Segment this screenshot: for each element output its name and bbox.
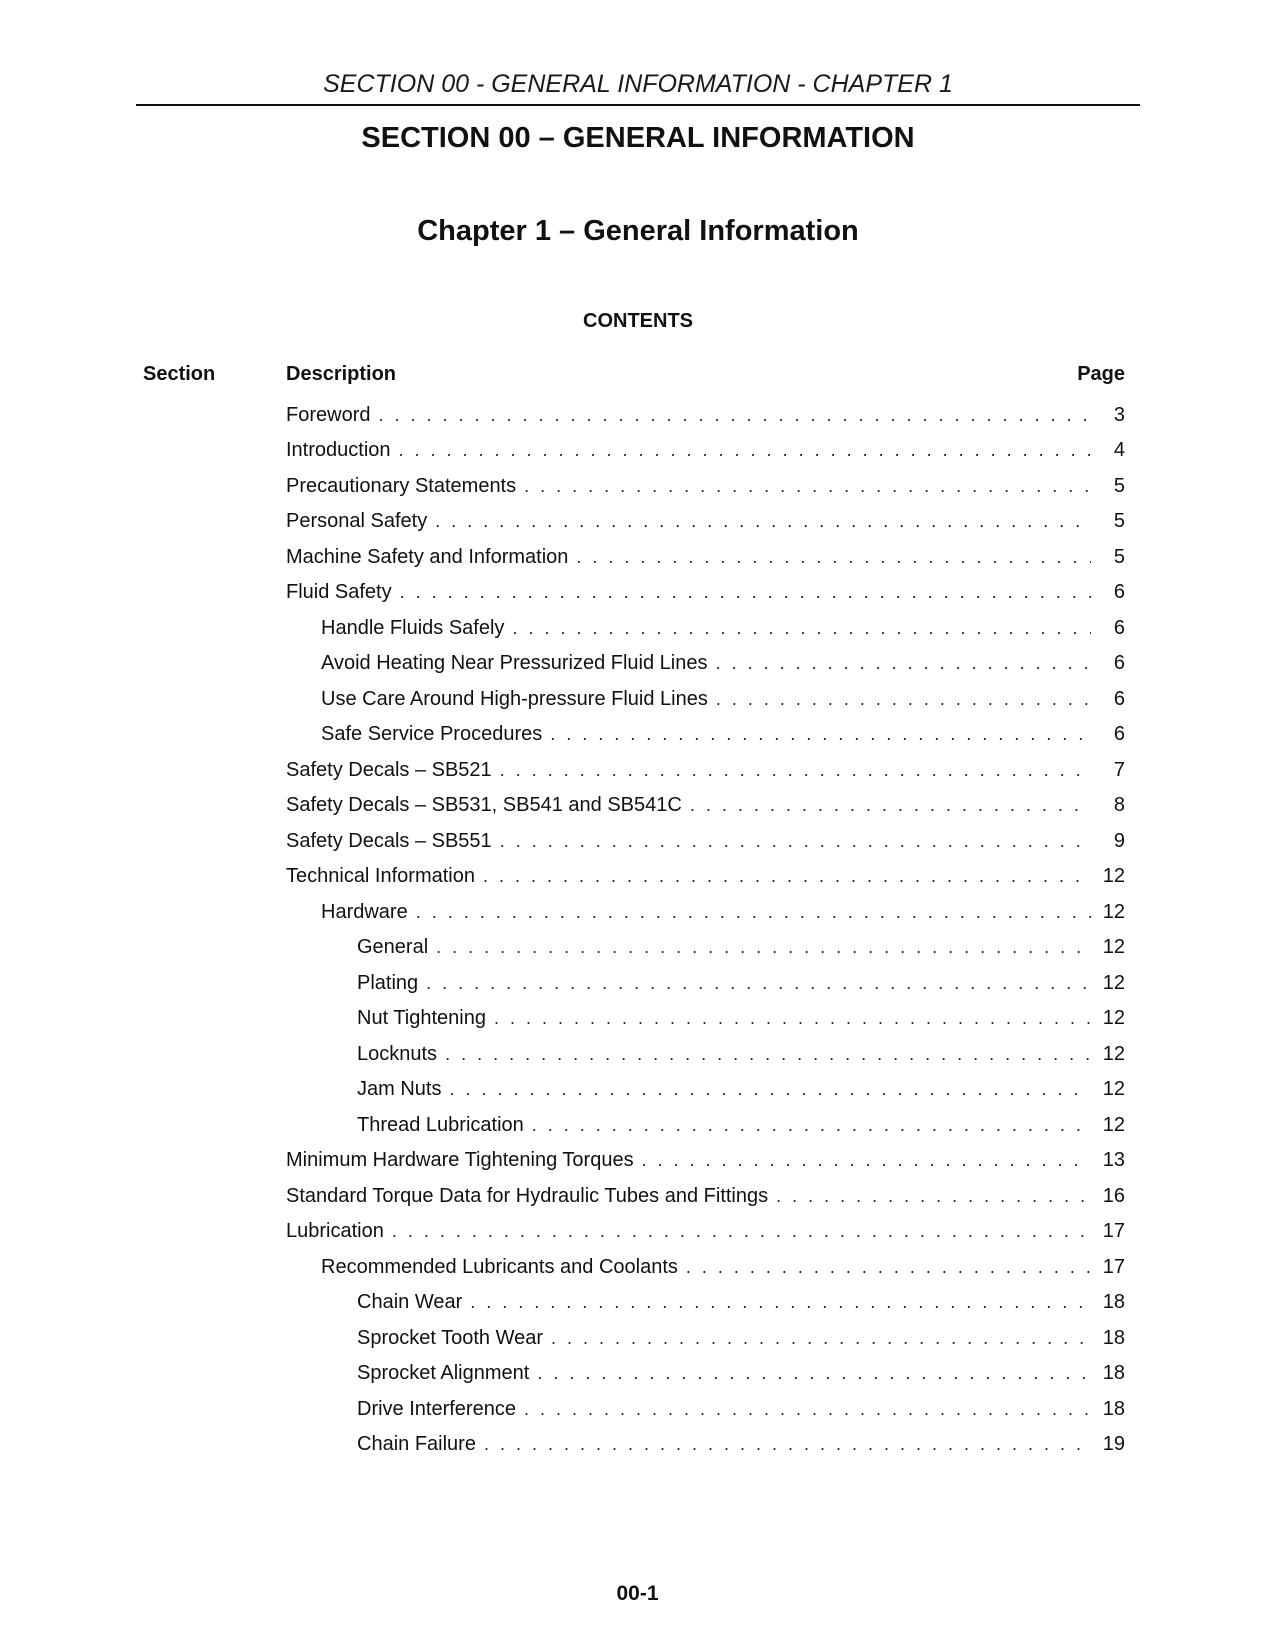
toc-entry-title: Introduction [286,439,391,462]
toc-entry[interactable] [286,1072,1125,1108]
toc-entry[interactable] [286,717,1125,753]
toc-entry-page: 6 [1113,581,1125,604]
toc-entry[interactable] [286,859,1125,895]
toc-entry[interactable] [286,433,1125,469]
toc-entry[interactable] [286,575,1125,611]
toc-entry-title: Safety Decals – SB531, SB541 and SB541C [286,794,682,817]
toc-dot-leader [537,1361,1091,1385]
toc-entry-page: 18 [1102,1291,1125,1314]
toc-entry-page: 7 [1113,758,1125,781]
toc-entry[interactable] [286,1356,1125,1392]
toc-entry-page: 4 [1113,439,1125,462]
toc-entry-page: 6 [1113,687,1125,710]
toc-dot-leader [494,1006,1091,1030]
toc-dot-leader [716,651,1092,675]
toc-entry-title: Machine Safety and Information [286,545,569,568]
toc-dot-leader [642,1148,1091,1172]
toc-entry-title: Safety Decals – SB551 [286,829,492,852]
toc-entry[interactable] [286,681,1125,717]
toc-dot-leader [484,1432,1091,1456]
toc-entry-page: 17 [1102,1220,1125,1243]
toc-entry-page: 18 [1102,1326,1125,1349]
toc-dot-leader [400,580,1091,604]
toc-entry[interactable] [286,1178,1125,1214]
toc-dot-leader [483,864,1091,888]
toc-dot-leader [500,829,1091,853]
toc-entry-page: 12 [1102,900,1125,923]
toc-entry-page: 19 [1102,1433,1125,1456]
toc-dot-leader [690,793,1091,817]
toc-dot-leader [551,1326,1091,1350]
toc-entry[interactable] [286,1427,1125,1463]
toc-entry-title: Safety Decals – SB521 [286,758,492,781]
toc-entry-title: General [357,936,429,959]
toc-entry[interactable] [286,1249,1125,1285]
toc-dot-leader [716,687,1091,711]
toc-entry-title: Minimum Hardware Tightening Torques [286,1149,634,1172]
toc-entry[interactable] [286,788,1125,824]
toc-entry-title: Avoid Heating Near Pressurized Fluid Lines [321,652,708,675]
toc-entry-title: Thread Lubrication [357,1113,524,1136]
toc-entry-title: Precautionary Statements [286,474,517,497]
toc-entry-page: 12 [1102,936,1125,959]
toc-entry-title: Chain Failure [357,1433,476,1456]
toc-dot-leader [426,971,1091,995]
toc-entry[interactable] [286,1143,1125,1179]
toc-entry[interactable] [286,539,1125,575]
toc-entry[interactable] [286,1391,1125,1427]
toc-dot-leader [392,1219,1091,1243]
toc-entry[interactable] [286,752,1125,788]
toc-dot-leader [576,545,1091,569]
toc-entry[interactable] [286,397,1125,433]
toc-dot-leader [399,438,1091,462]
toc-entry-page: 18 [1102,1362,1125,1385]
toc-entry-page: 13 [1102,1149,1125,1172]
toc-entry-page: 18 [1102,1397,1125,1420]
toc-entry-page: 5 [1113,545,1125,568]
column-header-description: Description [286,363,397,385]
toc-dot-leader [512,616,1091,640]
toc-entry-title: Sprocket Alignment [357,1362,530,1385]
toc-entry[interactable] [286,1107,1125,1143]
toc-dot-leader [550,722,1091,746]
contents-title: CONTENTS [583,310,693,332]
toc-entry[interactable] [286,1285,1125,1321]
toc-entry-page: 16 [1102,1184,1125,1207]
toc-entry[interactable] [286,930,1125,966]
header-rule [136,104,1140,106]
toc-entry-page: 12 [1102,1042,1125,1065]
toc-entry-page: 17 [1102,1255,1125,1278]
toc-entry[interactable] [286,610,1125,646]
toc-dot-leader [776,1184,1091,1208]
toc-dot-leader [435,509,1091,533]
toc-dot-leader [686,1255,1091,1279]
toc-dot-leader [524,1397,1091,1421]
toc-dot-leader [445,1042,1091,1066]
toc-entry[interactable] [286,1214,1125,1250]
toc-entry-page: 12 [1102,865,1125,888]
toc-entry-page: 6 [1113,652,1125,675]
table-of-contents [286,397,1125,1462]
toc-entry-title: Drive Interference [357,1397,516,1420]
toc-entry-page: 12 [1102,1007,1125,1030]
toc-entry-title: Safe Service Procedures [321,723,543,746]
toc-entry-title: Fluid Safety [286,581,392,604]
column-header-page: Page [1077,363,1125,385]
toc-entry-page: 3 [1113,403,1125,426]
toc-dot-leader [378,403,1091,427]
toc-entry[interactable] [286,894,1125,930]
page-number: 00-1 [616,1582,659,1605]
section-title: SECTION 00 – GENERAL INFORMATION [361,122,915,154]
toc-entry-page: 12 [1102,1113,1125,1136]
toc-dot-leader [436,935,1091,959]
toc-entry[interactable] [286,504,1125,540]
toc-entry-title: Lubrication [286,1220,384,1243]
toc-entry[interactable] [286,1036,1125,1072]
toc-entry-title: Foreword [286,403,371,426]
toc-entry-page: 9 [1113,829,1125,852]
toc-dot-leader [524,474,1091,498]
toc-entry-title: Locknuts [357,1042,438,1065]
toc-entry[interactable] [286,1001,1125,1037]
column-header-section: Section [143,363,216,385]
toc-entry-title: Handle Fluids Safely [321,616,505,639]
toc-entry-title: Technical Information [286,865,475,888]
toc-entry-page: 6 [1113,723,1125,746]
running-header: SECTION 00 - GENERAL INFORMATION - CHAPTER 1 [323,70,953,98]
toc-entry-title: Sprocket Tooth Wear [357,1326,544,1349]
toc-entry-title: Personal Safety [286,510,428,533]
toc-entry-page: 5 [1113,510,1125,533]
toc-entry-page: 12 [1102,1078,1125,1101]
toc-entry-page: 12 [1102,971,1125,994]
toc-dot-leader [449,1077,1091,1101]
toc-entry[interactable] [286,646,1125,682]
toc-entry-page: 6 [1113,616,1125,639]
toc-entry[interactable] [286,1320,1125,1356]
toc-entry[interactable] [286,823,1125,859]
toc-entry-title: Hardware [321,900,408,923]
toc-entry-title: Use Care Around High-pressure Fluid Lines [321,687,708,710]
toc-dot-leader [532,1113,1091,1137]
toc-dot-leader [500,758,1091,782]
toc-entry-title: Plating [357,971,419,994]
toc-entry-title: Chain Wear [357,1291,463,1314]
toc-entry-page: 5 [1113,474,1125,497]
chapter-title: Chapter 1 – General Information [417,215,859,247]
toc-entry-title: Jam Nuts [357,1078,442,1101]
toc-entry-title: Standard Torque Data for Hydraulic Tubes and Fittings [286,1184,769,1207]
toc-entry[interactable] [286,468,1125,504]
toc-dot-leader [470,1290,1091,1314]
toc-entry-page: 8 [1113,794,1125,817]
toc-entry-title: Nut Tightening [357,1007,486,1030]
toc-entry[interactable] [286,965,1125,1001]
toc-entry-title: Recommended Lubricants and Coolants [321,1255,678,1278]
toc-dot-leader [416,900,1091,924]
